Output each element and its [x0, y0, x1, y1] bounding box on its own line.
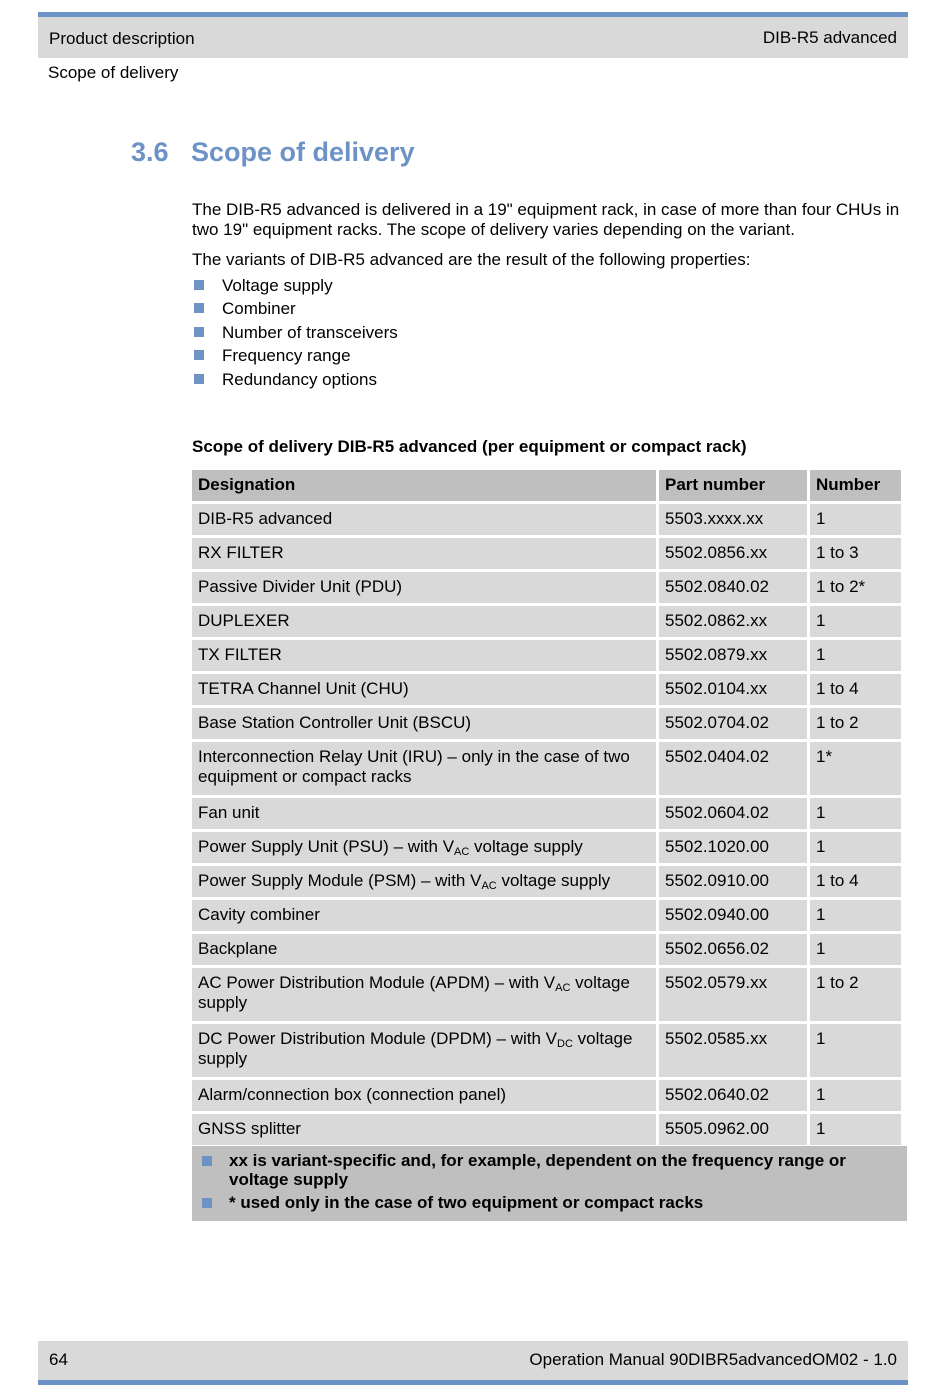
- cell-number: 1 to 4: [810, 674, 901, 705]
- designation-text: voltage supply: [198, 973, 630, 1012]
- section-heading: [131, 137, 415, 168]
- cell-number: 1 to 2: [810, 968, 901, 1021]
- cell-designation: Backplane: [192, 934, 656, 965]
- table-row: [192, 572, 901, 603]
- table-header-row: [192, 470, 901, 501]
- cell-designation: Base Station Controller Unit (BSCU): [192, 708, 656, 739]
- designation-text: Power Supply Module (PSM) – with V: [198, 871, 482, 890]
- list-item-label: Combiner: [222, 299, 296, 318]
- table-notes: [192, 1146, 907, 1221]
- table-row: [192, 1114, 901, 1145]
- cell-part-number: 5502.0640.02: [659, 1080, 807, 1111]
- table-row: [192, 674, 901, 705]
- designation-text: voltage supply: [469, 837, 583, 856]
- cell-designation: DIB-R5 advanced: [192, 504, 656, 535]
- section-title: Scope of delivery: [191, 137, 415, 167]
- column-header-part-number: Part number: [659, 470, 807, 501]
- voltage-subscript: AC: [454, 846, 470, 858]
- voltage-subscript: AC: [481, 880, 497, 892]
- list-item-label: Redundancy options: [222, 369, 378, 389]
- designation-text: voltage supply: [198, 1029, 633, 1068]
- cell-designation: GNSS splitter: [192, 1114, 656, 1145]
- cell-part-number: 5502.0856.xx: [659, 538, 807, 569]
- table-row: [192, 968, 901, 1021]
- bullet-square-icon: [194, 350, 204, 360]
- properties-list: [192, 276, 907, 394]
- table-row: [192, 708, 901, 739]
- intro-paragraph-1: The DIB-R5 advanced is delivered in a 19" equipment rack, in case of more than four CHUs in two 19" equipment racks. The scope of delivery varies depending on the variant.: [192, 200, 900, 239]
- scope-table: [189, 467, 904, 1148]
- table-row: [192, 538, 901, 569]
- designation-text: DC Power Distribution Module (DPDM) – with V: [198, 1029, 557, 1048]
- list-item-label: Frequency range: [222, 346, 351, 365]
- column-header-designation: Designation: [192, 470, 656, 501]
- list-item-label: Number of transceivers: [222, 322, 398, 342]
- cell-number: 1: [810, 1080, 901, 1111]
- bullet-square-icon: [194, 327, 204, 337]
- header-chapter: Product description: [49, 29, 195, 48]
- designation-text: AC Power Distribution Module (APDM) – with V: [198, 973, 556, 992]
- intro-content: [192, 200, 907, 393]
- cell-part-number: 5502.0704.02: [659, 708, 807, 739]
- cell-part-number: 5502.0879.xx: [659, 640, 807, 671]
- cell-number: 1: [810, 504, 901, 535]
- table-row: [192, 798, 901, 829]
- page-header: [38, 12, 908, 58]
- list-item: [192, 276, 907, 300]
- cell-number: 1: [810, 606, 901, 637]
- cell-designation: Passive Divider Unit (PDU): [192, 572, 656, 603]
- cell-designation: DUPLEXER: [192, 606, 656, 637]
- table-row: [192, 934, 901, 965]
- bullet-square-icon: [202, 1156, 212, 1166]
- bullet-square-icon: [202, 1198, 212, 1208]
- bullet-square-icon: [194, 374, 204, 384]
- cell-number: 1: [810, 640, 901, 671]
- table-row: [192, 1024, 901, 1077]
- cell-designation: Alarm/connection box (connection panel): [192, 1080, 656, 1111]
- cell-designation: TX FILTER: [192, 640, 656, 671]
- cell-part-number: 5502.1020.00: [659, 832, 807, 863]
- cell-designation: [192, 866, 656, 897]
- intro-paragraph-2: The variants of DIB-R5 advanced are the result of the following properties:: [192, 250, 751, 269]
- cell-designation: TETRA Channel Unit (CHU): [192, 674, 656, 705]
- table-row: [192, 742, 901, 795]
- cell-part-number: 5505.0962.00: [659, 1114, 807, 1145]
- header-section: Scope of delivery: [48, 63, 179, 82]
- table-row: [192, 640, 901, 671]
- cell-number: 1: [810, 1024, 901, 1077]
- cell-designation: Cavity combiner: [192, 900, 656, 931]
- cell-number: 1*: [810, 742, 901, 795]
- table-row: [192, 866, 901, 897]
- header-product: DIB-R5 advanced: [762, 28, 897, 47]
- list-item: [192, 299, 907, 323]
- cell-number: 1: [810, 1114, 901, 1145]
- cell-designation: [192, 832, 656, 863]
- list-item: [192, 323, 907, 347]
- manual-reference: Operation Manual 90DIBR5advancedOM02 - 1.0: [529, 1350, 897, 1369]
- cell-number: 1: [810, 798, 901, 829]
- cell-part-number: 5502.0104.xx: [659, 674, 807, 705]
- cell-part-number: 5502.0940.00: [659, 900, 807, 931]
- note-text: * used only in the case of two equipment or compact racks: [229, 1193, 704, 1212]
- cell-number: 1 to 3: [810, 538, 901, 569]
- list-item: [192, 346, 907, 370]
- bullet-square-icon: [194, 303, 204, 313]
- cell-number: 1: [810, 900, 901, 931]
- cell-part-number: 5502.0910.00: [659, 866, 807, 897]
- bullet-square-icon: [194, 280, 204, 290]
- cell-number: 1: [810, 832, 901, 863]
- cell-part-number: 5503.xxxx.xx: [659, 504, 807, 535]
- note-item: [229, 1193, 897, 1212]
- section-number: 3.6: [131, 137, 169, 167]
- cell-designation: RX FILTER: [192, 538, 656, 569]
- page-footer: [38, 1341, 908, 1385]
- cell-designation: Fan unit: [192, 798, 656, 829]
- list-item: [192, 370, 907, 394]
- cell-designation: [192, 1024, 656, 1077]
- cell-part-number: 5502.0656.02: [659, 934, 807, 965]
- table-caption: Scope of delivery DIB-R5 advanced (per equipment or compact rack): [192, 437, 747, 456]
- designation-text: Power Supply Unit (PSU) – with V: [198, 837, 455, 856]
- table-row: [192, 1080, 901, 1111]
- table-row: [192, 832, 901, 863]
- cell-part-number: 5502.0579.xx: [659, 968, 807, 1021]
- table-row: [192, 606, 901, 637]
- table-row: [192, 504, 901, 535]
- cell-designation: Interconnection Relay Unit (IRU) – only in the case of two equipment or compact racks: [192, 742, 656, 795]
- cell-number: 1 to 2: [810, 708, 901, 739]
- note-item: [229, 1151, 897, 1189]
- page-number: 64: [49, 1350, 68, 1369]
- column-header-number: Number: [810, 470, 901, 501]
- table-row: [192, 900, 901, 931]
- note-text: xx is variant-specific and, for example, dependent on the frequency range or voltage supply: [229, 1151, 846, 1189]
- cell-number: 1 to 2*: [810, 572, 901, 603]
- cell-number: 1: [810, 934, 901, 965]
- voltage-subscript: AC: [555, 982, 571, 994]
- cell-part-number: 5502.0404.02: [659, 742, 807, 795]
- cell-part-number: 5502.0604.02: [659, 798, 807, 829]
- cell-part-number: 5502.0840.02: [659, 572, 807, 603]
- designation-text: voltage supply: [496, 871, 611, 890]
- cell-part-number: 5502.0585.xx: [659, 1024, 807, 1077]
- cell-designation: [192, 968, 656, 1021]
- list-item-label: Voltage supply: [222, 275, 333, 295]
- cell-number: 1 to 4: [810, 866, 901, 897]
- voltage-subscript: DC: [557, 1038, 573, 1050]
- cell-part-number: 5502.0862.xx: [659, 606, 807, 637]
